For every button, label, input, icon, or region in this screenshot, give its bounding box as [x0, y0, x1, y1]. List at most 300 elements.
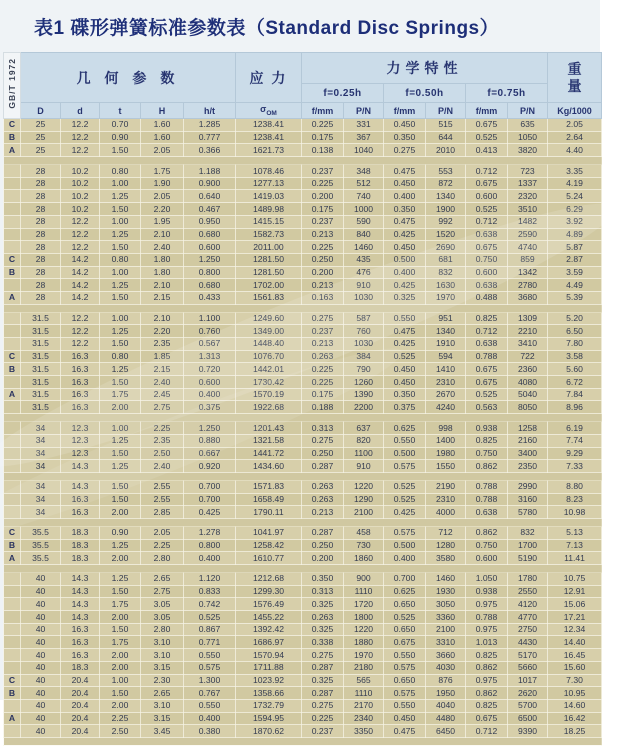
- table-cell: 384: [344, 350, 384, 363]
- table-cell: 2.80: [141, 552, 184, 565]
- spacer-row: [4, 565, 602, 573]
- table-cell: 12.2: [61, 338, 100, 351]
- table-cell: 0.680: [184, 279, 236, 292]
- table-cell: 0.250: [302, 539, 344, 552]
- table-row: [4, 552, 602, 565]
- table-cell: 1.80: [141, 266, 184, 279]
- table-cell: 910: [344, 460, 384, 473]
- table-cell: 1.25: [100, 190, 141, 203]
- table-cell: 0.675: [466, 119, 508, 132]
- table-cell: 820: [344, 434, 384, 447]
- table-cell: 0.575: [184, 661, 236, 674]
- table-cell: 2.87: [548, 253, 602, 266]
- table-cell: 16.3: [61, 649, 100, 662]
- table-cell: 1700: [508, 539, 548, 552]
- table-cell: 0.667: [184, 447, 236, 460]
- table-cell: 31.5: [21, 401, 61, 414]
- table-cell: 12.3: [61, 434, 100, 447]
- table-cell: 2.25: [141, 422, 184, 435]
- table-cell: 1.50: [100, 493, 141, 506]
- spacer-cell: [4, 304, 602, 312]
- table-cell: 1.050: [466, 573, 508, 586]
- table-row: [4, 190, 602, 203]
- table-cell: 1.00: [100, 177, 141, 190]
- table-cell: 0.825: [466, 434, 508, 447]
- table-cell: 1238.41: [236, 131, 302, 144]
- table-cell: 0.638: [466, 279, 508, 292]
- table-cell: 0.225: [302, 363, 344, 376]
- series-label-cell: A: [4, 712, 21, 725]
- table-cell: 7.84: [548, 388, 602, 401]
- table-cell: 0.225: [302, 376, 344, 389]
- table-cell: 2.20: [141, 325, 184, 338]
- table-cell: 18.3: [61, 526, 100, 539]
- table-cell: 0.777: [184, 131, 236, 144]
- table-row: [4, 144, 602, 157]
- table-cell: 0.275: [302, 649, 344, 662]
- table-cell: 16.3: [61, 636, 100, 649]
- table-cell: 0.650: [384, 598, 426, 611]
- table-cell: 1281.50: [236, 253, 302, 266]
- table-cell: 31.5: [21, 338, 61, 351]
- table-row: [4, 401, 602, 414]
- table-cell: 1.50: [100, 203, 141, 216]
- table-cell: 1340: [426, 325, 466, 338]
- series-label-cell: [4, 312, 21, 325]
- table-cell: 5780: [508, 506, 548, 519]
- series-label-cell: B: [4, 131, 21, 144]
- spacer-row: [4, 737, 602, 745]
- table-cell: 872: [426, 177, 466, 190]
- table-cell: 1970: [426, 291, 466, 304]
- spacer-cell: [4, 472, 602, 480]
- table-cell: 1419.03: [236, 190, 302, 203]
- table-cell: 0.237: [302, 725, 344, 738]
- table-cell: 1711.88: [236, 661, 302, 674]
- table-cell: 712: [426, 526, 466, 539]
- mechanical-header: 力学特性: [302, 53, 548, 84]
- table-cell: 12.3: [61, 422, 100, 435]
- table-cell: 12.2: [61, 144, 100, 157]
- table-cell: 2320: [508, 190, 548, 203]
- series-label-cell: [4, 434, 21, 447]
- col-header-D: D: [21, 103, 61, 119]
- table-cell: 1.90: [141, 177, 184, 190]
- geometry-header: 几 何 参 数: [21, 53, 236, 103]
- table-cell: 722: [508, 350, 548, 363]
- table-cell: 1.50: [100, 338, 141, 351]
- table-cell: 0.263: [302, 611, 344, 624]
- table-cell: 16.42: [548, 712, 602, 725]
- table-cell: 0.800: [184, 266, 236, 279]
- table-cell: 1780: [508, 573, 548, 586]
- stress-header: 应 力: [236, 53, 302, 103]
- series-label-cell: B: [4, 687, 21, 700]
- table-cell: 1.120: [184, 573, 236, 586]
- table-cell: 10.2: [61, 177, 100, 190]
- table-cell: 0.550: [384, 312, 426, 325]
- table-cell: 1570.94: [236, 649, 302, 662]
- table-row: [4, 266, 602, 279]
- table-cell: 3.35: [548, 165, 602, 178]
- table-cell: 4.19: [548, 177, 602, 190]
- table-cell: 28: [21, 253, 61, 266]
- table-cell: 1630: [426, 279, 466, 292]
- table-cell: 951: [426, 312, 466, 325]
- table-cell: 0.867: [184, 623, 236, 636]
- table-cell: 3.10: [141, 649, 184, 662]
- table-cell: 14.2: [61, 291, 100, 304]
- table-cell: 40: [21, 725, 61, 738]
- table-cell: 1340: [426, 190, 466, 203]
- table-cell: 3.10: [141, 636, 184, 649]
- table-cell: 1078.46: [236, 165, 302, 178]
- table-cell: 2780: [508, 279, 548, 292]
- weight-header-line2: 量: [567, 77, 582, 94]
- table-cell: 0.80: [100, 253, 141, 266]
- table-cell: 9390: [508, 725, 548, 738]
- table-cell: 1238.41: [236, 119, 302, 132]
- table-cell: 5.87: [548, 241, 602, 254]
- table-cell: 2.05: [141, 526, 184, 539]
- table-cell: 3310: [426, 636, 466, 649]
- table-cell: 1.00: [100, 674, 141, 687]
- table-cell: 1434.60: [236, 460, 302, 473]
- table-cell: 14.2: [61, 253, 100, 266]
- table-cell: 15.60: [548, 661, 602, 674]
- table-cell: 2.64: [548, 131, 602, 144]
- table-row: [4, 712, 602, 725]
- table-cell: 2100: [344, 506, 384, 519]
- table-cell: 0.638: [466, 228, 508, 241]
- table-cell: 20.4: [61, 725, 100, 738]
- table-cell: 0.750: [466, 253, 508, 266]
- table-cell: 0.825: [466, 649, 508, 662]
- table-cell: 1576.49: [236, 598, 302, 611]
- table-cell: 0.213: [302, 279, 344, 292]
- table-cell: 0.675: [466, 376, 508, 389]
- table-cell: 1249.60: [236, 312, 302, 325]
- table-cell: 1970: [344, 649, 384, 662]
- table-cell: 2.30: [141, 674, 184, 687]
- table-cell: 2.25: [100, 712, 141, 725]
- table-cell: 0.450: [384, 119, 426, 132]
- table-cell: 637: [344, 422, 384, 435]
- table-cell: 3160: [508, 493, 548, 506]
- standard-number-cell: [4, 53, 21, 119]
- table-row: [4, 363, 602, 376]
- table-cell: 2.00: [100, 552, 141, 565]
- table-row: [4, 699, 602, 712]
- table-cell: 4.40: [548, 144, 602, 157]
- series-label-cell: [4, 480, 21, 493]
- table-cell: 0.325: [384, 291, 426, 304]
- table-cell: 0.640: [184, 190, 236, 203]
- table-cell: 0.400: [184, 388, 236, 401]
- series-label-cell: C: [4, 350, 21, 363]
- table-cell: 0.475: [384, 215, 426, 228]
- table-cell: 435: [344, 253, 384, 266]
- table-cell: 2.35: [141, 434, 184, 447]
- table-cell: 1720: [344, 598, 384, 611]
- series-label-cell: [4, 215, 21, 228]
- table-cell: 0.350: [384, 203, 426, 216]
- table-cell: 0.862: [466, 687, 508, 700]
- col-header-H: H: [141, 103, 184, 119]
- table-cell: 1910: [426, 338, 466, 351]
- table-cell: 1.25: [100, 363, 141, 376]
- table-cell: 8050: [508, 401, 548, 414]
- table-cell: 0.275: [302, 699, 344, 712]
- table-cell: 0.525: [384, 611, 426, 624]
- series-label-cell: [4, 338, 21, 351]
- table-cell: 681: [426, 253, 466, 266]
- table-cell: 5660: [508, 661, 548, 674]
- table-cell: 0.600: [184, 376, 236, 389]
- table-cell: 790: [344, 363, 384, 376]
- table-cell: 2.65: [141, 687, 184, 700]
- table-cell: 998: [426, 422, 466, 435]
- table-cell: 3410: [508, 338, 548, 351]
- table-cell: 0.500: [384, 447, 426, 460]
- table-cell: 0.500: [384, 253, 426, 266]
- table-cell: 0.70: [100, 119, 141, 132]
- table-cell: 0.525: [184, 611, 236, 624]
- table-cell: 1342: [508, 266, 548, 279]
- series-label-cell: [4, 279, 21, 292]
- table-cell: 0.625: [384, 422, 426, 435]
- table-cell: 1400: [426, 434, 466, 447]
- table-cell: 0.675: [466, 177, 508, 190]
- series-label-cell: A: [4, 388, 21, 401]
- table-cell: 34: [21, 434, 61, 447]
- table-cell: 2190: [426, 480, 466, 493]
- table-cell: 10.2: [61, 190, 100, 203]
- table-cell: 5.24: [548, 190, 602, 203]
- table-cell: 6.50: [548, 325, 602, 338]
- table-cell: 0.550: [184, 699, 236, 712]
- table-cell: 12.2: [61, 325, 100, 338]
- standard-label: GB/T 1972: [6, 57, 17, 109]
- table-cell: 1.250: [184, 422, 236, 435]
- table-cell: 1212.68: [236, 573, 302, 586]
- weight-header: [548, 53, 602, 103]
- table-cell: 1594.95: [236, 712, 302, 725]
- table-cell: 1349.00: [236, 325, 302, 338]
- table-cell: 0.313: [302, 422, 344, 435]
- table-row: [4, 493, 602, 506]
- table-cell: 1455.22: [236, 611, 302, 624]
- table-cell: 3660: [426, 649, 466, 662]
- table-cell: 0.950: [184, 215, 236, 228]
- table-cell: 2.25: [141, 539, 184, 552]
- table-cell: 1.50: [100, 623, 141, 636]
- table-cell: 1482: [508, 215, 548, 228]
- table-cell: 0.313: [302, 585, 344, 598]
- table-cell: 1023.92: [236, 674, 302, 687]
- table-cell: 0.433: [184, 291, 236, 304]
- table-cell: 1.50: [100, 480, 141, 493]
- series-label-cell: [4, 661, 21, 674]
- table-cell: 2.00: [100, 661, 141, 674]
- table-cell: 1570.19: [236, 388, 302, 401]
- table-cell: 2.50: [141, 447, 184, 460]
- table-cell: 2.10: [141, 312, 184, 325]
- table-row: [4, 447, 602, 460]
- table-cell: 1.50: [100, 241, 141, 254]
- series-label-cell: [4, 623, 21, 636]
- table-cell: 1.80: [141, 253, 184, 266]
- series-label-cell: [4, 190, 21, 203]
- table-row: [4, 598, 602, 611]
- table-row: [4, 506, 602, 519]
- table-cell: 2.65: [141, 573, 184, 586]
- table-cell: 1.50: [100, 687, 141, 700]
- table-cell: 1520: [426, 228, 466, 241]
- deflection-075h-header: f=0.75h: [466, 84, 548, 103]
- table-cell: 0.325: [302, 623, 344, 636]
- table-row: [4, 623, 602, 636]
- table-cell: 3.59: [548, 266, 602, 279]
- table-cell: 0.938: [466, 585, 508, 598]
- table-cell: 0.250: [302, 447, 344, 460]
- table-cell: 0.325: [302, 598, 344, 611]
- table-cell: 2.05: [141, 190, 184, 203]
- table-cell: 476: [344, 266, 384, 279]
- table-cell: 0.975: [466, 623, 508, 636]
- table-cell: 2350: [508, 460, 548, 473]
- series-label-cell: [4, 325, 21, 338]
- table-cell: 1.75: [100, 388, 141, 401]
- table-cell: 840: [344, 228, 384, 241]
- col-header-ht: h/t: [184, 103, 236, 119]
- table-cell: 0.525: [466, 388, 508, 401]
- table-cell: 0.450: [384, 241, 426, 254]
- table-cell: 12.3: [61, 447, 100, 460]
- table-cell: 1.50: [100, 447, 141, 460]
- table-cell: 0.213: [302, 506, 344, 519]
- table-cell: 35.5: [21, 552, 61, 565]
- table-cell: 0.525: [466, 131, 508, 144]
- deflection-025h-header: f=0.25h: [302, 84, 384, 103]
- table-cell: 1280: [426, 539, 466, 552]
- table-cell: 1110: [344, 585, 384, 598]
- table-cell: 1258.42: [236, 539, 302, 552]
- table-cell: 1900: [426, 203, 466, 216]
- table-cell: 1.250: [184, 253, 236, 266]
- table-row: [4, 376, 602, 389]
- table-cell: 0.700: [384, 573, 426, 586]
- table-cell: 20.4: [61, 699, 100, 712]
- col-header-d: d: [61, 103, 100, 119]
- table-cell: 5.39: [548, 291, 602, 304]
- table-cell: 3.45: [141, 725, 184, 738]
- series-label-cell: [4, 177, 21, 190]
- table-cell: 12.2: [61, 228, 100, 241]
- table-cell: 0.475: [384, 325, 426, 338]
- table-cell: 1.285: [184, 119, 236, 132]
- series-label-cell: B: [4, 266, 21, 279]
- table-row: [4, 119, 602, 132]
- table-cell: 0.650: [384, 623, 426, 636]
- table-cell: 0.920: [184, 460, 236, 473]
- table-cell: 0.400: [384, 552, 426, 565]
- table-row: [4, 480, 602, 493]
- table-row: [4, 177, 602, 190]
- table-cell: 0.237: [302, 215, 344, 228]
- table-cell: 28: [21, 177, 61, 190]
- table-cell: 2310: [426, 493, 466, 506]
- series-label-cell: [4, 573, 21, 586]
- table-cell: 1658.49: [236, 493, 302, 506]
- table-cell: 0.638: [466, 506, 508, 519]
- series-label-cell: B: [4, 539, 21, 552]
- table-cell: 1281.50: [236, 266, 302, 279]
- table-row: [4, 253, 602, 266]
- table-cell: 1441.72: [236, 447, 302, 460]
- table-cell: 0.680: [184, 228, 236, 241]
- table-cell: 2.55: [141, 493, 184, 506]
- series-label-cell: [4, 585, 21, 598]
- table-cell: 28: [21, 215, 61, 228]
- table-cell: 16.3: [61, 401, 100, 414]
- table-cell: 1000: [344, 203, 384, 216]
- table-cell: 730: [344, 539, 384, 552]
- table-cell: 2160: [508, 434, 548, 447]
- table-row: [4, 460, 602, 473]
- table-cell: 1041.97: [236, 526, 302, 539]
- table-cell: 2310: [426, 376, 466, 389]
- table-cell: 1950: [426, 687, 466, 700]
- table-cell: 31.5: [21, 325, 61, 338]
- table-cell: 14.3: [61, 585, 100, 598]
- table-cell: 0.825: [466, 312, 508, 325]
- table-cell: 0.675: [466, 363, 508, 376]
- table-cell: 2.20: [141, 203, 184, 216]
- table-cell: 14.2: [61, 266, 100, 279]
- table-cell: 0.400: [384, 190, 426, 203]
- table-cell: 34: [21, 493, 61, 506]
- table-cell: 31.5: [21, 376, 61, 389]
- col-header-p075: P/N: [508, 103, 548, 119]
- col-header-weight-unit: Kg/1000: [548, 103, 602, 119]
- table-cell: 0.825: [466, 699, 508, 712]
- table-row: [4, 674, 602, 687]
- table-cell: 2670: [426, 388, 466, 401]
- table-cell: 2100: [426, 623, 466, 636]
- table-cell: 14.3: [61, 460, 100, 473]
- table-row: [4, 279, 602, 292]
- spacer-cell: [4, 414, 602, 422]
- table-cell: 0.175: [302, 203, 344, 216]
- table-cell: 18.3: [61, 661, 100, 674]
- table-cell: 12.2: [61, 131, 100, 144]
- table-cell: 31.5: [21, 388, 61, 401]
- table-cell: 4120: [508, 598, 548, 611]
- table-cell: 9.29: [548, 447, 602, 460]
- table-cell: 10.98: [548, 506, 602, 519]
- table-row: [4, 291, 602, 304]
- spacer-row: [4, 157, 602, 165]
- table-cell: 20.4: [61, 687, 100, 700]
- table-cell: 28: [21, 203, 61, 216]
- table-row: [4, 636, 602, 649]
- table-cell: 0.400: [384, 266, 426, 279]
- table-cell: 6450: [426, 725, 466, 738]
- table-cell: 6.19: [548, 422, 602, 435]
- table-cell: 5.20: [548, 312, 602, 325]
- table-cell: 0.567: [184, 338, 236, 351]
